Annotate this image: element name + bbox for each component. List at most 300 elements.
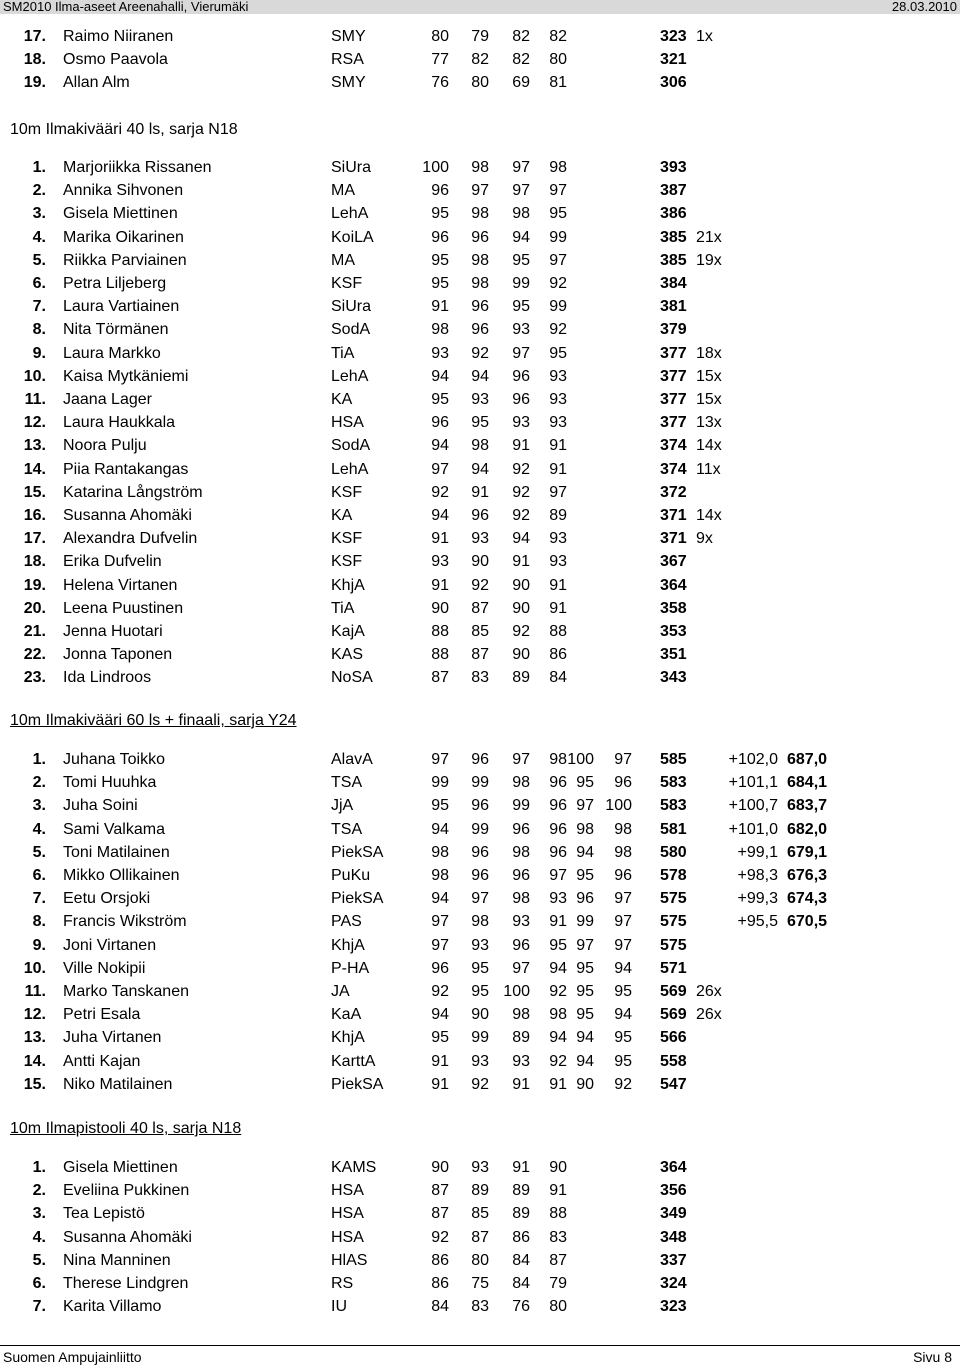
series-score: 87 [431, 1205, 449, 1223]
series-score: 96 [512, 391, 530, 408]
series-score: 95 [512, 298, 530, 316]
result-row [0, 912, 960, 932]
total-score: 575 [660, 913, 687, 931]
total-score: 348 [660, 1228, 687, 1246]
series-score: 98 [471, 205, 489, 223]
club: JjA [331, 797, 354, 815]
club: TiA [331, 344, 355, 362]
series-score: 97 [431, 751, 449, 768]
series-score: 90 [512, 599, 530, 617]
athlete-name: Jaana Lager [63, 391, 152, 408]
series-score: 97 [549, 182, 567, 200]
series-score: 95 [431, 1029, 449, 1047]
total-score: 306 [660, 74, 687, 91]
series-score: 97 [549, 867, 567, 884]
athlete-name: Eetu Orsjoki [63, 890, 151, 908]
grand-total: 683,7 [787, 797, 828, 815]
series-score: 97 [512, 182, 530, 200]
athlete-name: Riikka Parviainen [63, 251, 187, 269]
result-row [0, 1158, 960, 1178]
club: KSF [331, 530, 363, 548]
series-score: 90 [576, 1075, 594, 1093]
result-row [0, 274, 960, 294]
result-row [0, 367, 960, 387]
series-score: 92 [512, 483, 530, 501]
series-score: 90 [471, 553, 489, 571]
final-score: +98,3 [737, 867, 778, 884]
series-score: 95 [471, 959, 489, 977]
series-score: 89 [512, 1205, 530, 1223]
athlete-name: Annika Sihvonen [63, 182, 184, 200]
series-score: 97 [471, 182, 489, 200]
series-score: 92 [549, 1052, 567, 1070]
athlete-name: Gisela Miettinen [63, 1159, 178, 1176]
rank: 12. [23, 1006, 46, 1024]
series-score: 98 [512, 1006, 530, 1024]
rank: 12. [23, 414, 46, 432]
club: LehA [331, 460, 369, 478]
series-score: 92 [431, 483, 449, 501]
grand-total: 670,5 [787, 913, 828, 931]
series-score: 96 [431, 182, 449, 200]
series-score: 93 [471, 530, 489, 548]
series-score: 98 [471, 251, 489, 269]
series-score: 94 [471, 460, 489, 478]
club: LehA [331, 205, 369, 223]
series-score: 77 [431, 51, 449, 68]
inner-tens: 11x [696, 460, 721, 478]
rank: 2. [32, 774, 46, 792]
series-score: 92 [471, 344, 489, 362]
series-score: 95 [471, 983, 489, 1000]
series-score: 96 [471, 507, 489, 524]
athlete-name: Raimo Niiranen [63, 28, 174, 45]
series-score: 85 [471, 623, 489, 640]
club: PAS [331, 913, 362, 931]
grand-total: 674,3 [787, 890, 828, 908]
club: PuKu [331, 867, 371, 884]
rank: 14. [23, 1052, 46, 1070]
series-score: 87 [549, 1251, 567, 1269]
series-score: 94 [576, 1052, 594, 1070]
athlete-name: Noora Pulju [63, 437, 147, 455]
series-score: 94 [431, 367, 449, 385]
club: LehA [331, 367, 369, 385]
series-score: 96 [549, 843, 567, 861]
athlete-name: Juha Virtanen [63, 1029, 162, 1047]
athlete-name: Laura Vartiainen [63, 298, 180, 316]
club: KAMS [331, 1159, 377, 1176]
result-row [0, 50, 960, 70]
section-title: 10m Ilmapistooli 40 ls, sarja N18 [10, 1120, 242, 1137]
series-score: 96 [549, 774, 567, 792]
series-score: 94 [431, 507, 449, 524]
result-row [0, 982, 960, 1002]
final-score: +95,5 [737, 913, 778, 931]
total-score: 364 [660, 1159, 687, 1176]
series-score: 95 [576, 1006, 594, 1024]
series-score: 98 [471, 437, 489, 455]
series-score: 100 [503, 983, 530, 1000]
rank: 9. [32, 344, 46, 362]
rank: 21. [23, 623, 46, 640]
club: KajA [331, 623, 365, 640]
series-score: 90 [431, 1159, 449, 1176]
result-row [0, 1228, 960, 1248]
rank: 5. [32, 251, 46, 269]
result-row [0, 529, 960, 549]
series-score: 95 [576, 959, 594, 977]
athlete-name: Sami Valkama [63, 820, 165, 838]
series-score: 79 [549, 1275, 567, 1292]
series-score: 97 [614, 890, 632, 908]
series-score: 97 [576, 936, 594, 954]
rank: 11. [24, 391, 46, 408]
result-row [0, 959, 960, 979]
series-score: 86 [431, 1275, 449, 1292]
total-score: 381 [660, 298, 687, 316]
series-score: 97 [512, 751, 530, 768]
rank: 3. [32, 205, 46, 223]
result-row [0, 1075, 960, 1095]
athlete-name: Alexandra Dufvelin [63, 530, 198, 548]
series-score: 87 [471, 646, 489, 664]
series-score: 94 [614, 959, 632, 977]
footer-rule [0, 1345, 960, 1346]
total-score: 371 [660, 530, 687, 548]
series-score: 99 [512, 275, 530, 292]
series-score: 80 [431, 28, 449, 45]
athlete-name: Laura Haukkala [63, 414, 176, 432]
rank: 19. [23, 74, 46, 91]
club: PiekSA [331, 890, 384, 908]
series-score: 88 [431, 646, 449, 664]
total-score: 351 [660, 646, 687, 664]
club: PiekSA [331, 843, 384, 861]
grand-total: 682,0 [787, 820, 828, 838]
rank: 7. [32, 890, 46, 908]
series-score: 93 [512, 913, 530, 931]
series-score: 91 [431, 298, 449, 316]
series-score: 91 [512, 553, 530, 571]
rank: 1. [32, 159, 46, 176]
club: JA [331, 983, 350, 1000]
series-score: 92 [512, 460, 530, 478]
final-score: +102,0 [728, 751, 778, 768]
athlete-name: Joni Virtanen [63, 936, 157, 954]
rank: 17. [23, 530, 46, 548]
series-score: 97 [614, 913, 632, 931]
series-score: 98 [431, 321, 449, 339]
total-score: 358 [660, 599, 687, 617]
club: RS [331, 1275, 354, 1292]
total-score: 569 [660, 1006, 687, 1024]
series-score: 76 [512, 1298, 530, 1316]
athlete-name: Leena Puustinen [63, 599, 184, 617]
athlete-name: Juha Soini [63, 797, 138, 815]
result-row [0, 506, 960, 526]
series-score: 98 [471, 275, 489, 292]
header-event-title: SM2010 Ilma-aseet Areenahalli, Vierumäki [3, 0, 249, 14]
inner-tens: 14x [696, 507, 722, 524]
total-score: 323 [660, 28, 687, 45]
result-row [0, 320, 960, 340]
rank: 13. [23, 1029, 46, 1047]
series-score: 98 [471, 913, 489, 931]
result-row [0, 297, 960, 317]
series-score: 84 [549, 669, 567, 687]
page-header [0, 0, 960, 14]
athlete-name: Mikko Ollikainen [63, 867, 180, 884]
total-score: 393 [660, 159, 687, 176]
series-score: 88 [549, 623, 567, 640]
athlete-name: Helena Virtanen [63, 576, 178, 594]
total-score: 337 [660, 1251, 687, 1269]
series-score: 98 [549, 751, 567, 768]
series-score: 91 [549, 1182, 567, 1200]
total-score: 323 [660, 1298, 687, 1316]
series-score: 96 [471, 751, 489, 768]
club: KoiLA [331, 228, 374, 246]
series-score: 91 [549, 460, 567, 478]
series-score: 96 [512, 936, 530, 954]
section-title: 10m Ilmakivääri 40 ls, sarja N18 [10, 121, 238, 138]
series-score: 93 [549, 530, 567, 548]
series-score: 93 [549, 890, 567, 908]
rank: 15. [23, 483, 46, 501]
series-score: 69 [512, 74, 530, 91]
inner-tens: 19x [696, 251, 722, 269]
series-score: 96 [431, 959, 449, 977]
series-score: 99 [576, 913, 594, 931]
series-score: 100 [605, 797, 632, 815]
result-row [0, 622, 960, 642]
series-score: 91 [549, 576, 567, 594]
club: KhjA [331, 936, 365, 954]
series-score: 95 [614, 983, 632, 1000]
club: TSA [331, 820, 363, 838]
athlete-name: Tea Lepistö [63, 1205, 145, 1223]
result-row [0, 204, 960, 224]
result-row [0, 1005, 960, 1025]
series-score: 96 [471, 298, 489, 316]
series-score: 97 [576, 797, 594, 815]
series-score: 80 [549, 51, 567, 68]
series-score: 94 [512, 530, 530, 548]
series-score: 88 [549, 1205, 567, 1223]
final-score: +100,7 [728, 797, 778, 815]
series-score: 96 [549, 797, 567, 815]
series-score: 95 [431, 251, 449, 269]
series-score: 97 [431, 936, 449, 954]
series-score: 93 [512, 1052, 530, 1070]
series-score: 95 [576, 867, 594, 884]
rank: 3. [32, 1205, 46, 1223]
rank: 15. [23, 1075, 46, 1093]
series-score: 95 [549, 344, 567, 362]
series-score: 92 [512, 623, 530, 640]
total-score: 385 [660, 228, 687, 246]
rank: 6. [32, 867, 46, 884]
result-row [0, 866, 960, 886]
series-score: 97 [614, 751, 632, 768]
series-score: 89 [512, 1182, 530, 1200]
rank: 6. [32, 275, 46, 292]
series-score: 98 [431, 843, 449, 861]
series-score: 93 [471, 391, 489, 408]
series-score: 95 [614, 1029, 632, 1047]
club: TSA [331, 774, 363, 792]
series-score: 93 [431, 553, 449, 571]
rank: 3. [32, 797, 46, 815]
series-score: 96 [549, 820, 567, 838]
result-row [0, 1028, 960, 1048]
series-score: 82 [471, 51, 489, 68]
total-score: 321 [660, 51, 687, 68]
series-score: 94 [512, 228, 530, 246]
result-row [0, 251, 960, 271]
total-score: 377 [660, 391, 687, 408]
series-score: 97 [512, 344, 530, 362]
club: MA [331, 182, 355, 200]
total-score: 372 [660, 483, 687, 501]
series-score: 97 [549, 483, 567, 501]
series-score: 97 [471, 890, 489, 908]
inner-tens: 14x [696, 437, 722, 455]
series-score: 96 [471, 797, 489, 815]
series-score: 93 [431, 344, 449, 362]
series-score: 96 [614, 867, 632, 884]
header-date: 28.03.2010 [891, 0, 957, 14]
athlete-name: Antti Kajan [63, 1052, 141, 1070]
club: HlAS [331, 1251, 368, 1269]
series-score: 79 [471, 28, 489, 45]
athlete-name: Osmo Paavola [63, 51, 168, 68]
series-score: 89 [512, 1029, 530, 1047]
series-score: 94 [614, 1006, 632, 1024]
grand-total: 684,1 [787, 774, 828, 792]
series-score: 93 [471, 1159, 489, 1176]
total-score: 569 [660, 983, 687, 1000]
series-score: 94 [431, 1006, 449, 1024]
athlete-name: Susanna Ahomäki [63, 507, 192, 524]
series-score: 98 [431, 867, 449, 884]
club: KaA [331, 1006, 362, 1024]
series-score: 94 [431, 890, 449, 908]
section-title: 10m Ilmakivääri 60 ls + finaali, sarja Y24 [10, 712, 297, 729]
inner-tens: 15x [696, 391, 722, 408]
total-score: 385 [660, 251, 687, 269]
series-score: 93 [549, 414, 567, 432]
total-score: 374 [660, 437, 687, 455]
athlete-name: Allan Alm [63, 74, 130, 91]
series-score: 90 [512, 646, 530, 664]
club: KhjA [331, 1029, 365, 1047]
club: HSA [331, 1205, 364, 1223]
series-score: 99 [471, 774, 489, 792]
series-score: 91 [512, 1075, 530, 1093]
inner-tens: 1x [696, 28, 713, 45]
series-score: 91 [549, 599, 567, 617]
athlete-name: Ville Nokipii [63, 959, 146, 977]
series-score: 88 [431, 623, 449, 640]
result-row [0, 73, 960, 93]
series-score: 95 [614, 1052, 632, 1070]
result-row [0, 181, 960, 201]
total-score: 349 [660, 1205, 687, 1223]
club: KSF [331, 483, 363, 501]
total-score: 367 [660, 553, 687, 571]
athlete-name: Karita Villamo [63, 1298, 162, 1316]
series-score: 96 [512, 867, 530, 884]
rank: 20. [23, 599, 46, 617]
rank: 18. [23, 553, 46, 571]
rank: 18. [23, 51, 46, 68]
series-score: 98 [512, 890, 530, 908]
club: P-HA [331, 959, 370, 977]
series-score: 96 [471, 228, 489, 246]
rank: 5. [32, 1251, 46, 1269]
result-row [0, 158, 960, 178]
series-score: 96 [614, 774, 632, 792]
series-score: 83 [549, 1228, 567, 1246]
total-score: 558 [660, 1052, 687, 1070]
series-score: 90 [549, 1159, 567, 1176]
athlete-name: Niko Matilainen [63, 1075, 173, 1093]
inner-tens: 26x [696, 1006, 722, 1024]
athlete-name: Ida Lindroos [63, 669, 152, 687]
total-score: 374 [660, 460, 687, 478]
club: KA [331, 507, 353, 524]
total-score: 364 [660, 576, 687, 594]
series-score: 87 [431, 1182, 449, 1200]
result-row [0, 936, 960, 956]
series-score: 84 [512, 1251, 530, 1269]
club: SodA [331, 437, 371, 455]
series-score: 93 [549, 553, 567, 571]
athlete-name: Petra Liljeberg [63, 275, 167, 292]
series-score: 91 [431, 1052, 449, 1070]
athlete-name: Marjoriikka Rissanen [63, 159, 212, 176]
series-score: 95 [431, 275, 449, 292]
series-score: 94 [431, 437, 449, 455]
series-score: 94 [549, 1029, 567, 1047]
series-score: 99 [512, 797, 530, 815]
result-row [0, 599, 960, 619]
series-score: 97 [431, 460, 449, 478]
club: TiA [331, 599, 355, 617]
athlete-name: Marika Oikarinen [63, 228, 184, 246]
total-score: 377 [660, 367, 687, 385]
result-row [0, 1274, 960, 1294]
series-score: 80 [471, 1251, 489, 1269]
series-score: 93 [512, 321, 530, 339]
result-row [0, 344, 960, 364]
series-score: 93 [549, 391, 567, 408]
athlete-name: Marko Tanskanen [63, 983, 189, 1000]
rank: 8. [32, 913, 46, 931]
series-score: 82 [549, 28, 567, 45]
club: KSF [331, 553, 363, 571]
athlete-name: Francis Wikström [63, 913, 187, 931]
result-row [0, 1052, 960, 1072]
rank: 7. [32, 1298, 46, 1316]
athlete-name: Gisela Miettinen [63, 205, 178, 223]
result-row [0, 228, 960, 248]
series-score: 99 [471, 1029, 489, 1047]
rank: 2. [32, 182, 46, 200]
athlete-name: Laura Markko [63, 344, 161, 362]
